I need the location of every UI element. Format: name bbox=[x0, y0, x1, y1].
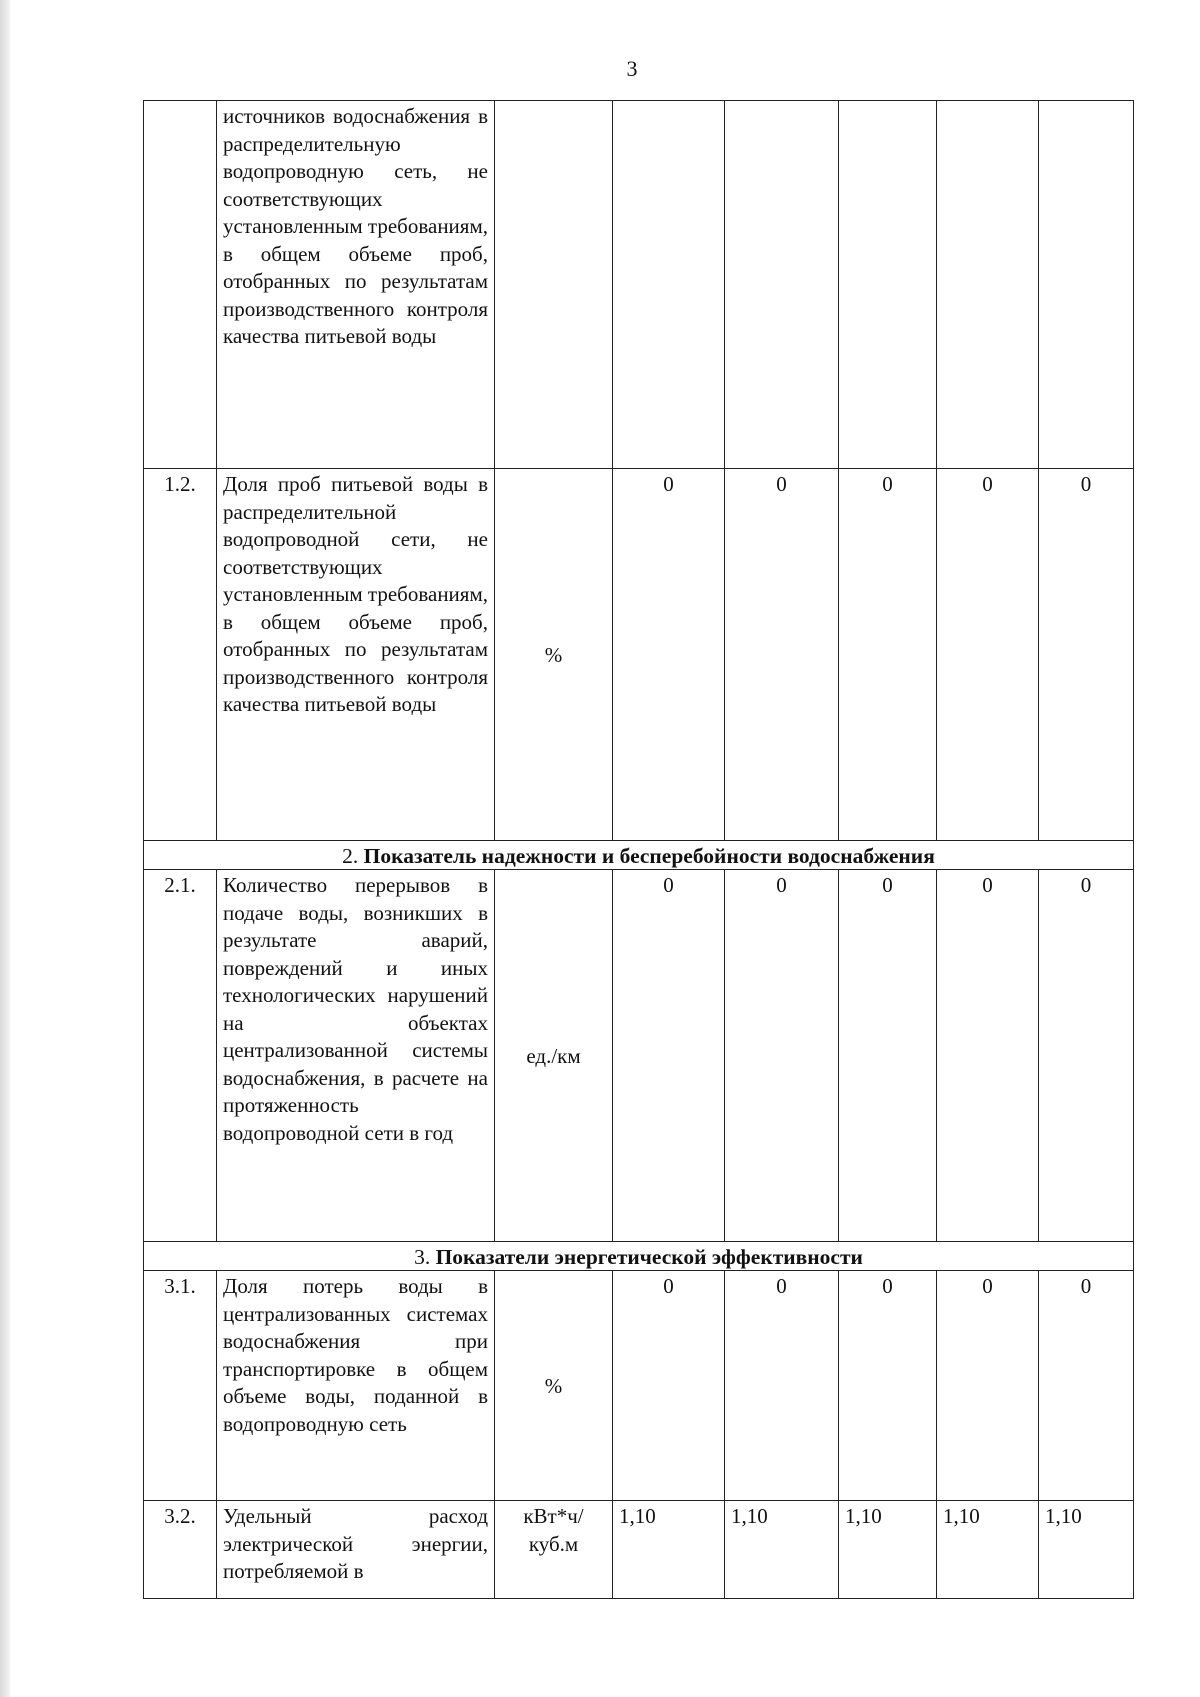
indicator-name: источников водоснабжения в распределительную водопроводную сеть, не соответствующих установленным требованиям, в общем объеме проб, отобранных по результатам производственного контроля качества питьевой воды bbox=[217, 101, 495, 469]
value-cell: 0 bbox=[1039, 870, 1134, 1242]
row-number: 2.1. bbox=[144, 870, 217, 1242]
value-cell: 0 bbox=[839, 870, 937, 1242]
section-heading bbox=[144, 1242, 1134, 1271]
unit-cell: ед./км bbox=[495, 870, 613, 1242]
table-row bbox=[144, 1271, 1134, 1501]
row-number bbox=[144, 101, 217, 469]
value-cell: 0 bbox=[613, 870, 725, 1242]
value-cell: 1,10 bbox=[725, 1501, 839, 1599]
page-number: 3 bbox=[626, 56, 638, 81]
table-row bbox=[144, 101, 1134, 469]
value-cell: 1,10 bbox=[1039, 1501, 1134, 1599]
value-cell bbox=[613, 101, 725, 469]
section-header-row bbox=[144, 1242, 1134, 1271]
value-cell: 1,10 bbox=[613, 1501, 725, 1599]
indicators-table bbox=[143, 100, 1134, 1599]
section-title: Показатель надежности и бесперебойности водоснабжения bbox=[363, 844, 935, 868]
value-cell: 0 bbox=[613, 1271, 725, 1501]
unit-cell: % bbox=[495, 469, 613, 841]
value-cell: 0 bbox=[937, 469, 1039, 841]
value-cell: 0 bbox=[725, 469, 839, 841]
table-row bbox=[144, 870, 1134, 1242]
value-cell bbox=[937, 101, 1039, 469]
unit-cell: кВт*ч/ куб.м bbox=[495, 1501, 613, 1599]
value-cell: 0 bbox=[937, 870, 1039, 1242]
section-number: 3. bbox=[414, 1245, 431, 1269]
unit-cell bbox=[495, 101, 613, 469]
section-number: 2. bbox=[342, 844, 359, 868]
value-cell: 0 bbox=[725, 870, 839, 1242]
indicator-name: Доля проб питьевой воды в распределительной водопроводной сети, не соответствующих установленным требованиям, в общем объеме проб, отобранных по результатам производственного контроля качества питьевой воды bbox=[217, 469, 495, 841]
indicator-name: Удельный расход электрической энергии, потребляемой в bbox=[217, 1501, 495, 1599]
scan-edge bbox=[0, 0, 10, 1697]
section-title: Показатели энергетической эффективности bbox=[435, 1245, 863, 1269]
value-cell: 1,10 bbox=[839, 1501, 937, 1599]
value-cell: 0 bbox=[613, 469, 725, 841]
value-cell bbox=[725, 101, 839, 469]
unit-cell: % bbox=[495, 1271, 613, 1501]
indicator-name: Количество перерывов в подаче воды, возникших в результате аварий, повреждений и иных технологических нарушений на объектах централизованной системы водоснабжения, в расчете на протяженность водопроводной сети в год bbox=[217, 870, 495, 1242]
value-cell: 1,10 bbox=[937, 1501, 1039, 1599]
value-cell: 0 bbox=[1039, 469, 1134, 841]
value-cell: 0 bbox=[725, 1271, 839, 1501]
indicator-name: Доля потерь воды в централизованных системах водоснабжения при транспортировке в общем объеме воды, поданной в водопроводную сеть bbox=[217, 1271, 495, 1501]
row-number: 3.2. bbox=[144, 1501, 217, 1599]
value-cell: 0 bbox=[937, 1271, 1039, 1501]
table-row bbox=[144, 469, 1134, 841]
value-cell bbox=[839, 101, 937, 469]
table-row bbox=[144, 1501, 1134, 1599]
row-number: 1.2. bbox=[144, 469, 217, 841]
section-heading bbox=[144, 841, 1134, 870]
value-cell: 0 bbox=[1039, 1271, 1134, 1501]
row-number: 3.1. bbox=[144, 1271, 217, 1501]
value-cell bbox=[1039, 101, 1134, 469]
section-header-row bbox=[144, 841, 1134, 870]
value-cell: 0 bbox=[839, 469, 937, 841]
value-cell: 0 bbox=[839, 1271, 937, 1501]
